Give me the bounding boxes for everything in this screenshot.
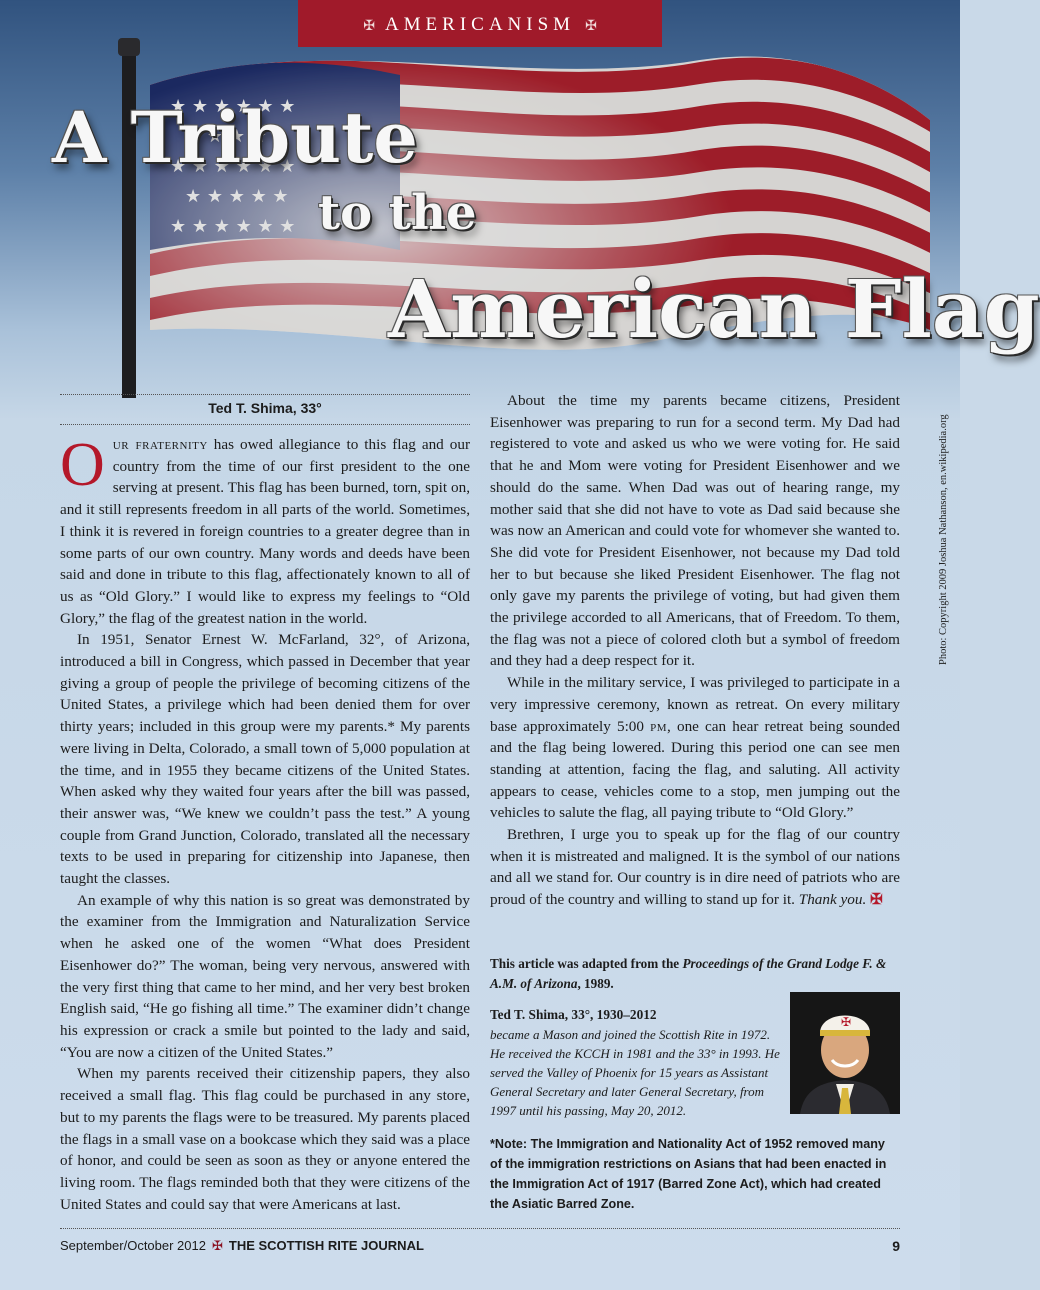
- paragraph: When my parents received their citizenship papers, they also received a small flag. This flag could be purchased in any store, but to my parents the flags were to be treasured. My parents placed the flags in a small vase on a bookcase which they said was a place of honor, and could be seen as soon as they or anyone entered the living room. The flags reminded both that they were citizens of the United States and could say that were Americans at last.: [60, 1065, 470, 1213]
- title-line-3: American Flag: [388, 262, 1040, 356]
- journal-name: THE SCOTTISH RITE JOURNAL: [228, 1238, 424, 1253]
- title-line-1: A Tribute: [52, 96, 418, 179]
- divider: [60, 394, 470, 395]
- paragraph: [490, 824, 900, 911]
- source-suffix: , 1989.: [577, 976, 614, 991]
- time-suffix: pm: [650, 717, 668, 735]
- title-line-2: to the: [318, 185, 477, 241]
- paragraph-text: Brethren, I urge you to speak up for the flag of our country when it is mistreated and maligned. It is the symbol of our nations and all we stand for. Our country is in dire need of patriots who are proud of the country and willing to stand up for it.: [490, 826, 900, 909]
- paragraph: [490, 672, 900, 824]
- lead-in: ur fraternity: [112, 436, 208, 453]
- bio-name: Ted T. Shima, 33°, 1930–2012: [490, 1007, 657, 1022]
- issue-date: September/October 2012: [60, 1238, 206, 1253]
- paragraph: About the time my parents became citizens, President Eisenhower was preparing to run for a second term. My Dad had registered to vote and asked us who we were voting for. He said that he and Mom were voting for President Eisenhower and we should do the same. When Dad was out of hearing range, my mother said that she did not have to vote as Dad said because she was now an American and could vote for whomever she wanted to. She did vote for President Eisenhower, not because my Dad told her to but because she liked President Eisenhower. The flag not only gave my parents the privilege of voting, but had given them the privilege accorded to all Americans, that of Freedom. To them, the flag was not a piece of colored cloth but a symbol of freedom and they had a deep respect for it.: [490, 392, 900, 670]
- section-label: AMERICANISM: [384, 14, 576, 35]
- source-note: [490, 954, 900, 994]
- paragraph-text: While in the military service, I was privileged to participate in a very impressive ceremony, known as retreat. On every military base approximately 5:00: [490, 674, 900, 735]
- closing-thanks: Thank you.: [798, 891, 867, 909]
- bio-text: became a Mason and joined the Scottish Rite in 1972. He received the KCCH in 1981 and the 33° in 1993. He served the Valley of Phoenix for 15 years as Assistant General Secretary and later General Secretary, from 1997 until his passing, May 20, 2012.: [490, 1027, 780, 1118]
- section-banner: [298, 0, 662, 47]
- divider: [60, 424, 470, 425]
- drop-cap: O: [60, 431, 105, 499]
- paragraph: An example of why this nation is so great was demonstrated by the examiner from the Immigration and Naturalization Service when he asked one of the women “What does President Eisenhower do?” The woman, being very nervous, answered with the very first thing that came to her mind, and her very best broken English said, “He go fishing all time.” The examiner didn’t change his expression or crack a smile but pointed to the lady and said, “You are now a citizen of the United States.”: [60, 891, 470, 1061]
- svg-text:✠: ✠: [841, 1015, 852, 1029]
- paragraph-text: , one can hear retreat being sounded and the flag being lowered. During this period one can see men standing at attention, facing the flag, and saluting. All activity appears to cease, vehicles come to a stop, men jumping out the vehicles to salute the flag, all paying tribute to “Old Glory.”: [490, 717, 900, 822]
- paragraph-text: has owed allegiance to this flag and our country from the time of our first president to the one serving at present. This flag has been burned, torn, spit on, and it still represents freedom in all parts of the world. Sometimes, I think it is revered in foreign countries to a greater degree than in some parts of our own country. Many words and deeds have been said and done in tribute to this flag, affectionately known to all of us as “Old Glory.” I would like to express my feelings to “Old Glory,” the flag of the greatest nation in the world.: [60, 436, 471, 627]
- footnote: *Note: The Immigration and Nationality Act of 1952 removed many of the immigration restrictions on Asians that had been enacted in the Immigration Act of 1917 (Barred Zone Act), which had created the Asiatic Barred Zone.: [490, 1137, 887, 1211]
- divider: [60, 1228, 900, 1229]
- end-cross-icon: ✠: [870, 891, 883, 909]
- source-publication: Proceedings of the Grand Lodge F. & A.M. of Arizona: [490, 956, 887, 991]
- page-number: 9: [892, 1238, 900, 1254]
- paragraph: [60, 431, 471, 629]
- cross-icon: ✠: [211, 1238, 223, 1253]
- photo-credit: Photo: Copyright 2009 Joshua Nathanson, en.wikipedia.org: [938, 414, 949, 665]
- source-prefix: This article was adapted from the: [490, 956, 683, 971]
- paragraph: In 1951, Senator Ernest W. McFarland, 32°, of Arizona, introduced a bill in Congress, which passed in December that year giving a group of people the privilege of becoming citizens of the United States, a privilege which had been denied them for over thirty years; included in this group were my parents.* My parents were living in Delta, Colorado, a small town of 5,000 population at the time, and in 1955 they became citizens of the United States. When asked why they waited four years after the bill was passed, their answer was, “We knew we couldn’t pass the test.” A young couple from Grand Junction, Colorado, translated all the necessary texts to be used in preparing for citizenship into Japanese, then taught the classes.: [60, 631, 470, 888]
- article-column-right: [490, 390, 900, 911]
- page-footer: [60, 1238, 900, 1258]
- byline: Ted T. Shima, 33°: [208, 400, 322, 416]
- author-portrait: [790, 992, 900, 1114]
- cross-icon: ✠: [585, 19, 597, 34]
- footer-left: [60, 1238, 424, 1254]
- article-column-left: [60, 431, 471, 1215]
- cross-icon: ✠: [363, 19, 375, 34]
